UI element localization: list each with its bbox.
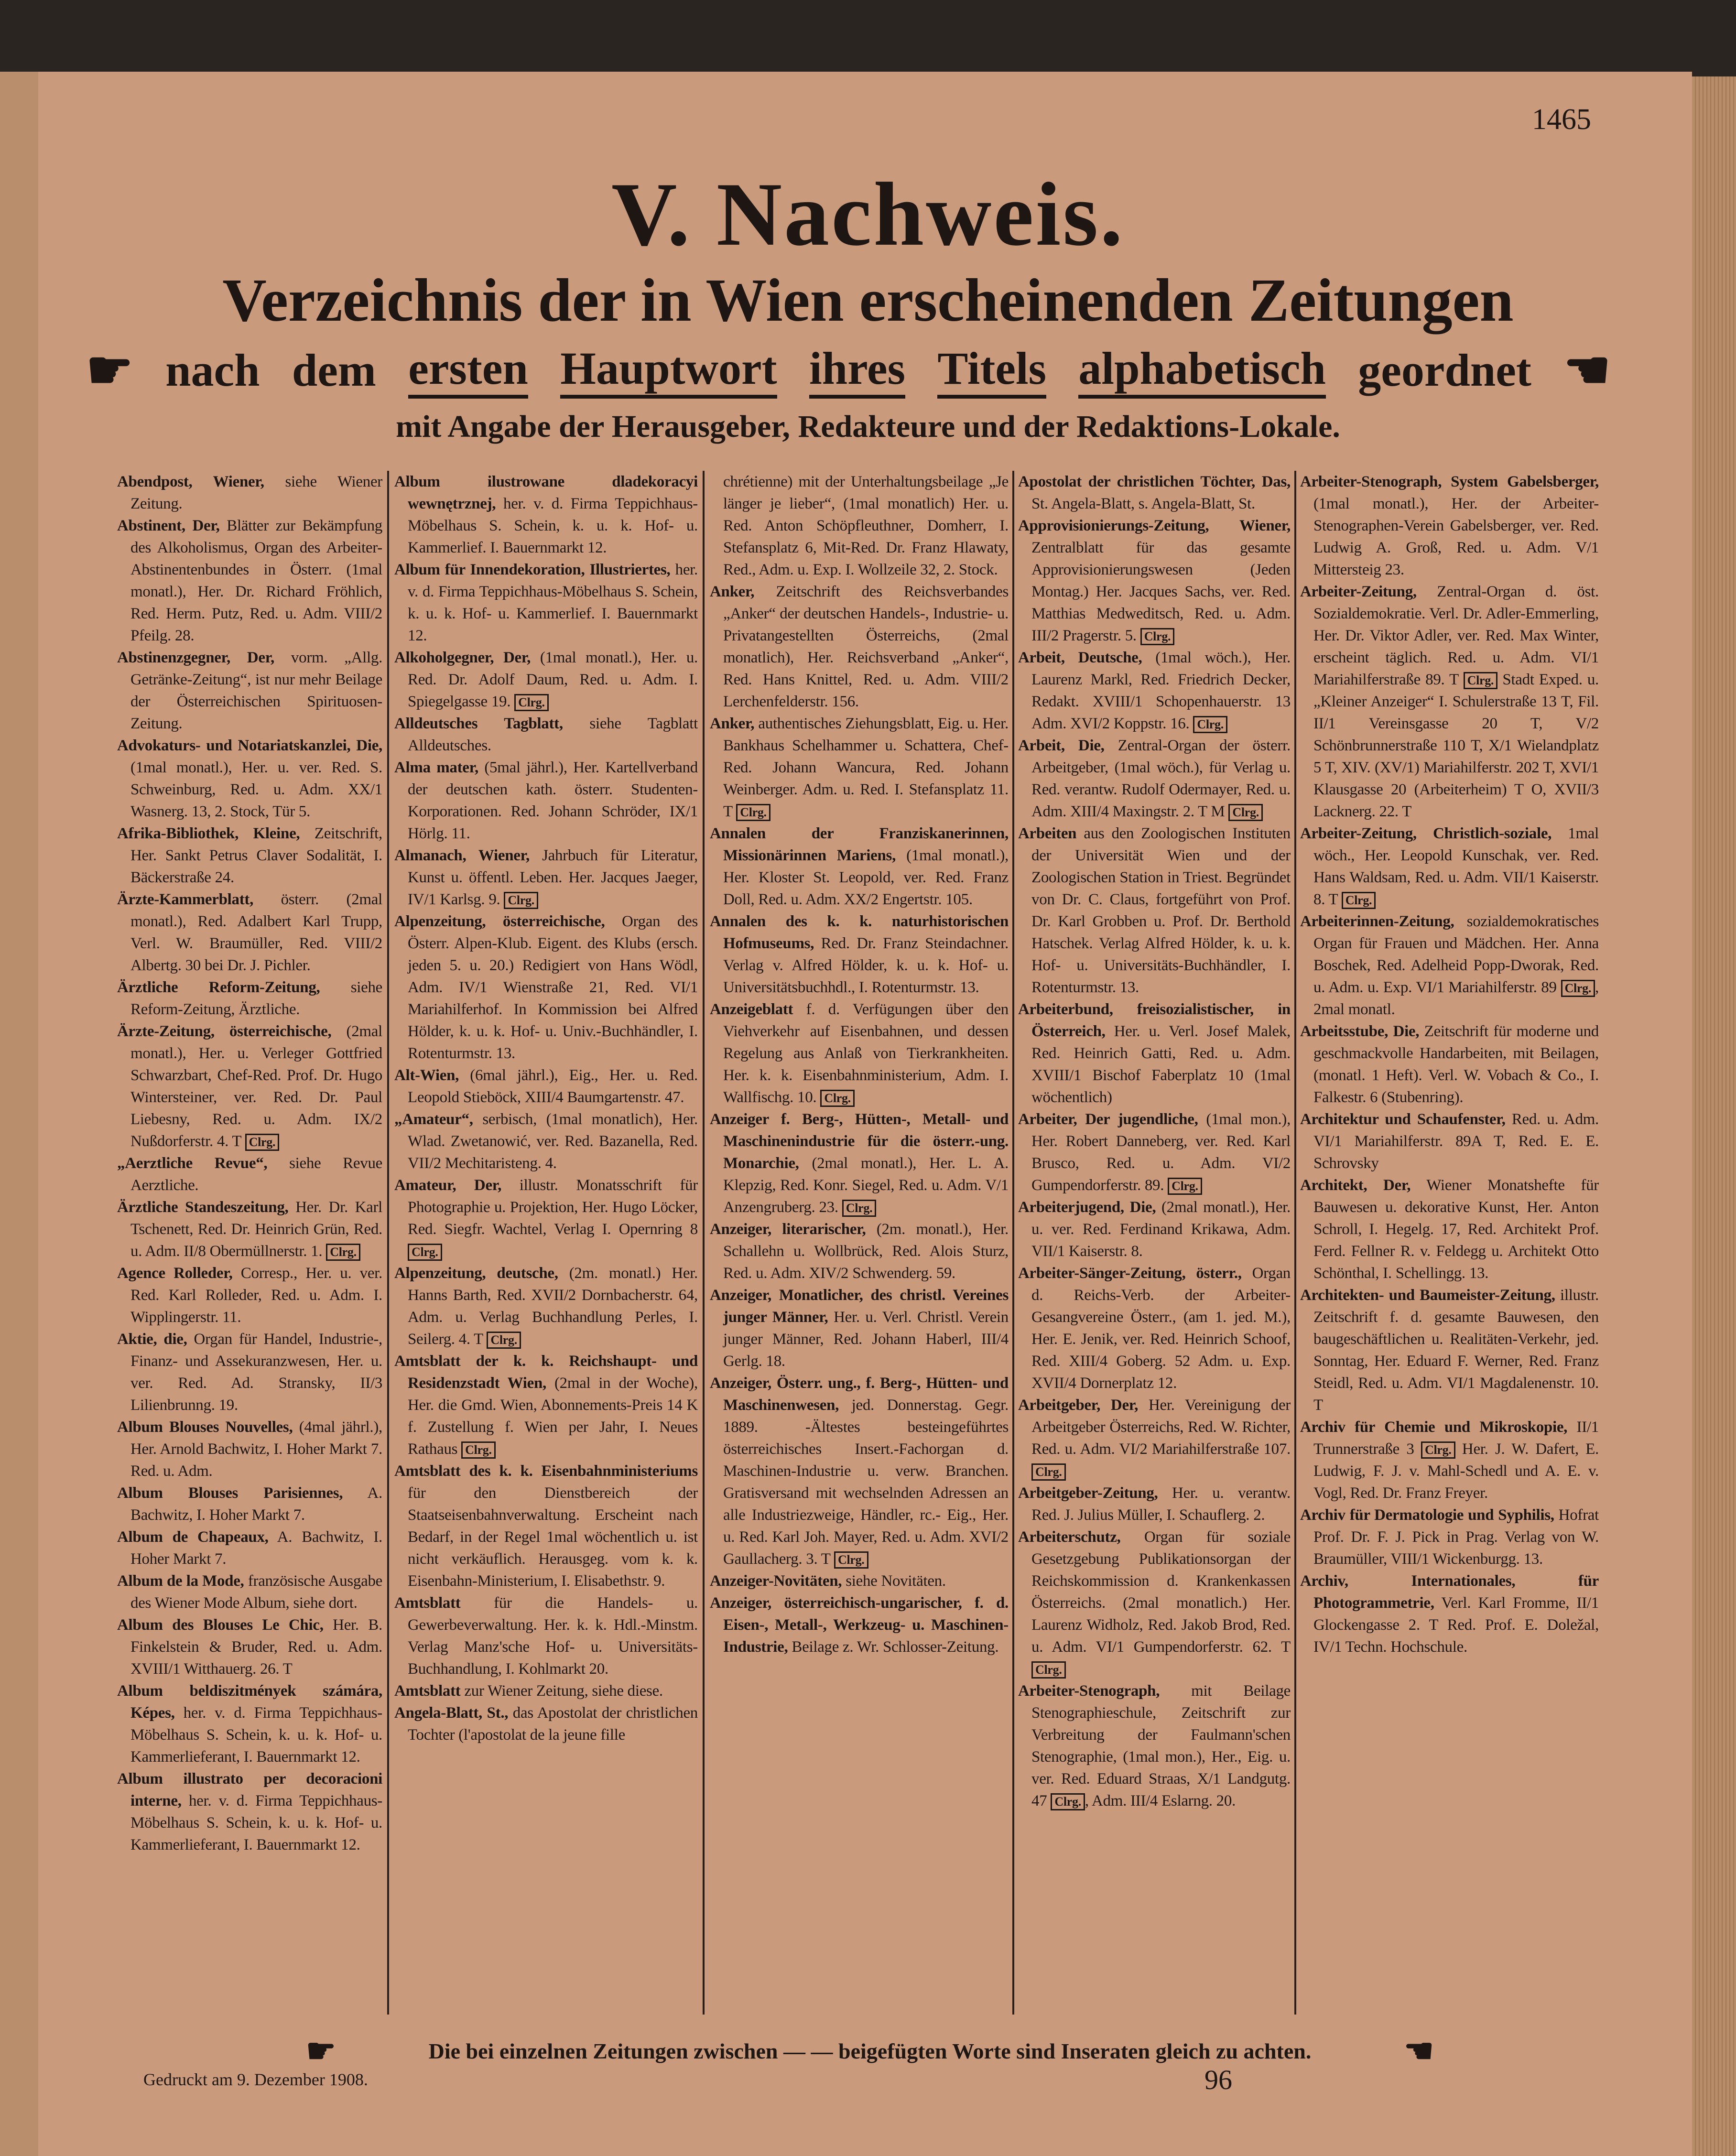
newspaper-entry (117, 823, 382, 888)
entry-text: (2mal in der Woche), Her. die Gmd. Wien, Abonnements-Preis 14 K f. Zustellung f. Wien per Jahr, I. Neues Rathaus (408, 1375, 698, 1458)
clearing-badge: Clrg. (487, 1332, 521, 1349)
entry-title: Abstinent, Der, (117, 517, 220, 534)
entry-text: siehe Tagblatt Alldeutsches. (408, 715, 698, 754)
entry-title: Alkoholgegner, Der, (394, 649, 531, 666)
newspaper-entry (710, 713, 1009, 823)
clearing-badge: Clrg. (1421, 1441, 1455, 1459)
column-4 (1018, 471, 1291, 1812)
entry-title: Album für Innendekoration, Illustriertes, (394, 561, 671, 578)
newspaper-entry (394, 1174, 698, 1262)
pointing-hand-right-icon: ☛ (306, 2033, 336, 2070)
newspaper-entry (1018, 647, 1291, 735)
entry-text: Organ des Österr. Alpen-Klub. Eigent. des Klubs (ersch. jeden 5. u. 20.) Redigiert von Hans Wödl, Adm. IV/1 Wienstraße 21, Red. VI/1 Mariahilferhof. In Kommission bei Alfred Hölder, k. u. k. Hof- u. Univ.-Buchhändler, I. Rotenturmstr. 13. (408, 913, 698, 1062)
entry-title: Album de la Mode, (117, 1572, 244, 1590)
newspaper-entry (710, 581, 1009, 713)
ordering-line (86, 339, 1611, 401)
newspaper-entry (1300, 910, 1599, 1020)
clearing-badge: Clrg. (820, 1090, 855, 1107)
entry-title: Arbeitsstube, Die, (1300, 1023, 1420, 1040)
entry-text: Her. u. Verl. Josef Malek, Red. Heinrich Gatti, Red. u. Adm. XVIII/1 Bischof Faberplatz 10 (1mal wöchentlich) (1031, 1023, 1291, 1106)
entry-text: zur Wiener Zeitung, siehe diese. (464, 1682, 663, 1700)
column-2 (394, 471, 698, 1746)
clearing-badge: Clrg. (245, 1134, 280, 1151)
newspaper-entry (710, 1372, 1009, 1570)
entry-text: Red. Dr. Franz Steindachner. Verlag v. Alfred Hölder, k. u. k. Hof- u. Universitätsbuchhdl., I. Rotenturmstr. 13. (723, 935, 1009, 996)
entry-title: Arbeit, Die, (1018, 737, 1105, 754)
section-title: V. Nachweis. (611, 164, 1125, 265)
entry-title: Album ilustrowane dladekoracyi wewnętrznej, (394, 473, 698, 512)
entry-title: Arbeiten (1018, 825, 1077, 842)
newspaper-entry (710, 1218, 1009, 1284)
ordering-word: geordnet (1358, 345, 1531, 396)
newspaper-entry (1300, 1108, 1599, 1174)
entry-text: Beilage z. Wr. Schlosser-Zeitung. (792, 1638, 999, 1656)
entry-title: Archiv für Chemie und Mikroskopie, (1300, 1419, 1568, 1436)
entry-text: illustr. Zeitschrift f. d. gesamte Bauwesen, den baugeschäftlichen u. Realitäten-Verkehr, jed. Sonntag, Her. Eduard F. Werner, Red. Franz Steidl, Red. u. Adm. VI/1 Magdalenenstr. 10. T (1313, 1287, 1599, 1414)
entry-text: (1mal monatl.), Her. u. ver. Red. S. Schweinburg, Red. u. Adm. XX/1 Wasnerg. 13, 2. Stock, Tür 5. (130, 759, 382, 820)
entry-text: Stadt Exped. u. „Kleiner Anzeiger“ I. Schulerstraße 13 T, Fil. II/1 Vereinsgasse 20 T, V/2 Schönbrunnerstraße 110 T, X/1 Wielandplatz 5 T, XIV. (XV/1) Mariahilferstr. 202 T, XVI/1 Klausgasse 20 (Arbeiterheim) T O, XVII/3 Lacknerg. 22. T (1313, 671, 1599, 820)
newspaper-entry (394, 647, 698, 713)
entry-text: (1mal monatl.), Her. der Arbeiter-Stenographen-Verein Gabelsberger, ver. Red. Ludwig A. Groß, Red. u. Adm. V/1 Mittersteig 23. (1313, 495, 1599, 578)
entry-title: Almanach, Wiener, (394, 847, 530, 864)
entry-text: 1mal wöch., Her. Leopold Kunschak, ver. Red. Hans Waldsam, Red. u. Adm. VII/1 Kaiserstr. 8. T (1313, 825, 1599, 908)
ordering-word: dem (292, 345, 376, 396)
printed-date: Gedruckt am 9. Dezember 1908. (143, 2070, 368, 2089)
newspaper-entry (117, 1614, 382, 1680)
newspaper-entry (394, 757, 698, 845)
entry-text: für den Dienstbereich der Staatseisenbahnverwaltung. Erscheint nach Bedarf, in der Regel 1mal wöchentlich u. ist nicht verkäuflich. Herausgeg. vom k. k. Eisenbahn-Ministerium, I. Elisabethstr. 9. (408, 1484, 698, 1590)
column-divider (387, 471, 389, 2015)
signature-number: 96 (1204, 2064, 1232, 2095)
entry-text: für die Handels- u. Gewerbeverwaltung. Her. k. k. Hdl.-Minstm. Verlag Manz'sche Hof- u. Universitäts-Buchhandlung, I. Kohlmarkt 20. (408, 1594, 698, 1678)
entry-text: A. Bachwitz, I. Hoher Markt 7. (130, 1484, 382, 1524)
entry-text: französische Ausgabe des Wiener Mode Album, siehe dort. (130, 1572, 382, 1612)
entry-text: sozialdemokratisches Organ für Frauen und Mädchen. Her. Anna Boschek, Red. Adelheid Popp-Dworak, Red. u. Adm. u. Exp. VI/1 Mariahilferstr. 89 (1313, 913, 1599, 996)
entry-text: Jahrbuch für Literatur, Kunst u. öffentl. Leben. Her. Jacques Jaeger, IV/1 Karlsg. 9. (408, 847, 698, 908)
entry-text: Zentral-Organ der österr. Arbeitgeber, (1mal wöch.), für Verlag u. Red. verantw. Rudolf Odermayer, Red. u. Adm. XIII/4 Maxingstr. 2. T M (1031, 737, 1291, 820)
entry-title: Album Blouses Parisiennes, (117, 1484, 343, 1502)
newspaper-entry (1018, 823, 1291, 998)
entry-title: Album de Chapeaux, (117, 1528, 269, 1546)
newspaper-entry (394, 713, 698, 757)
newspaper-entry (117, 647, 382, 735)
entry-title: Ärzte-Kammerblatt, (117, 891, 254, 908)
newspaper-entry (394, 1262, 698, 1350)
entry-text: siehe Revue Aerztliche. (130, 1155, 383, 1194)
newspaper-entry (1300, 1504, 1599, 1570)
entry-text: siehe Wiener Zeitung. (130, 473, 382, 512)
entry-title: Arbeitgeber, Der, (1018, 1397, 1139, 1414)
newspaper-entry (117, 1416, 382, 1482)
column-divider (1294, 471, 1296, 2015)
entry-text: Wiener Monatshefte für Bauwesen u. dekorative Kunst, Her. Anton Schroll, I. Hegelg. 17, Red. Architekt Prof. Ferd. Fellner R. v. Feldegg u. Architekt Otto Schönthal, I. Schellingg. 13. (1313, 1177, 1599, 1282)
newspaper-entry (394, 1592, 698, 1680)
entry-text: , 2mal monatl. (1313, 979, 1599, 1018)
entry-text: (4mal jährl.), Her. Arnold Bachwitz, I. Hoher Markt 7. Red. u. Adm. (130, 1419, 382, 1480)
clearing-badge: Clrg. (736, 804, 770, 821)
entry-title: Anker, (710, 583, 755, 600)
clearing-badge: Clrg. (1561, 980, 1595, 997)
newspaper-entry (117, 1570, 382, 1614)
entry-title: „Aerztliche Revue“, (117, 1155, 268, 1172)
newspaper-entry (394, 910, 698, 1064)
newspaper-entry (1018, 735, 1291, 823)
entry-text: (2mal monatl.), Her. L. A. Klepzig, Red. Konr. Siegel, Red. u. Adm. V/1 Anzengruberg. 23. (723, 1155, 1009, 1216)
entry-title: Amtsblatt (394, 1594, 461, 1612)
entry-title: Arbeiter-Stenograph, (1018, 1682, 1160, 1700)
entry-text: (2mal monatl.), Her. u. Verleger Gottfried Schwarzbart, Chef-Red. Prof. Dr. Hugo Wintersteiner, ver. Red. Dr. Paul Liebesny, Red. u. Adm. IX/2 Nußdorferstr. 4. T (130, 1023, 382, 1150)
newspaper-entry (710, 1108, 1009, 1218)
ordering-word: ihres (809, 342, 905, 399)
entry-text: her. v. d. Firma Teppichhaus-Möbelhaus S. Schein, k. u. k. Hof- u. Kammerlief. I. Bauernmarkt 12. (408, 495, 698, 556)
entry-title: Anzeiger f. Berg-, Hütten-, Metall- und Maschinenindustrie für die österr.-ung. Monarchie, (710, 1111, 1009, 1172)
entry-text: (1mal mon.), Her. Robert Danneberg, ver. Red. Karl Brusco, Red. u. Adm. VI/2 Gumpendorferstr. 89. (1031, 1111, 1291, 1194)
entry-title: Architekten- und Baumeister-Zeitung, (1300, 1287, 1555, 1304)
newspaper-entry (710, 1284, 1009, 1372)
newspaper-entry (394, 1350, 698, 1460)
entry-title: Arbeiter-Zeitung, Christlich-soziale, (1300, 825, 1552, 842)
column-divider (703, 471, 705, 2015)
newspaper-entry (117, 735, 382, 823)
clearing-badge: Clrg. (834, 1551, 868, 1569)
entry-text: (5mal jährl.), Her. Kartellverband der deutschen kath. österr. Studenten-Korporationen. Red. Johann Schröder, IX/1 Hörlg. 11. (408, 759, 698, 842)
newspaper-entry (1300, 1570, 1599, 1658)
entry-text: Organ für soziale Gesetzgebung Publikationsorgan der Reichskommission d. Krankenkassen Österreichs. (2mal monatlich.) Her. Laurenz Widholz, Red. Jakob Brod, Red. u. Adm. VI/1 Gumpendorferstr. 62. T (1031, 1528, 1291, 1656)
entry-text: vorm. „Allg. Getränke-Zeitung“, ist nur mehr Beilage der Österreichischen Spirituosen-Zeitung. (130, 649, 383, 732)
entry-text: Corresp., Her. u. ver. Red. Karl Rolleder, Red. u. Adm. I. Wipplingerstr. 11. (130, 1265, 383, 1326)
entry-title: Album illustrato per decoracioni interne, (117, 1770, 382, 1809)
entry-title: Anzeiger, Österr. ung., f. Berg-, Hütten- und Maschinenwesen, (710, 1375, 1009, 1414)
entry-title: Afrika-Bibliothek, Kleine, (117, 825, 300, 842)
entry-text: (2m. monatl.), Her. Schallehn u. Wollbrück, Red. Alois Sturz, Red. u. Adm. XIV/2 Schwenderg. 59. (723, 1221, 1009, 1282)
clearing-badge: Clrg. (1342, 892, 1376, 909)
entry-title: Ärztliche Reform-Zeitung, (117, 979, 320, 996)
entry-title: Album des Blouses Le Chic, (117, 1616, 324, 1634)
entry-text: (1mal monatl.), Her. Kloster St. Leopold, ver. Red. Franz Doll, Red. u. Adm. XX/2 Engertstr. 105. (723, 847, 1009, 908)
entry-title: Album beldiszitmények számára, Képes, (117, 1682, 382, 1722)
entry-title: Alt-Wien, (394, 1067, 459, 1084)
entry-text: II/1 Trunnerstraße 3 (1313, 1419, 1599, 1458)
column-5 (1300, 471, 1599, 1658)
newspaper-entry (117, 1020, 382, 1152)
entry-title: Anzeiger-Novitäten, (710, 1572, 842, 1590)
entry-title: Approvisionierungs-Zeitung, Wiener, (1018, 517, 1291, 534)
newspaper-entry (710, 910, 1009, 998)
entry-title: Amtsblatt des k. k. Eisenbahnministeriums (394, 1463, 698, 1480)
newspaper-entry (1018, 515, 1291, 647)
pointing-hand-left-icon: ☚ (1404, 2033, 1434, 2070)
entry-title: Alpenzeitung, deutsche, (394, 1265, 558, 1282)
subheading: mit Angabe der Herausgeber, Redakteure und der Redaktions-Lokale. (396, 409, 1340, 444)
newspaper-entry (1018, 1394, 1291, 1482)
entry-title: Advokaturs- und Notariatskanzlei, Die, (117, 737, 382, 754)
pointing-hand-right-icon: ☛ (86, 341, 133, 400)
clearing-badge: Clrg. (1464, 672, 1498, 689)
entry-title: Annalen der Franziskanerinnen, Missionärinnen Mariens, (710, 825, 1009, 864)
entry-title: Angela-Blatt, St., (394, 1704, 509, 1722)
newspaper-entry (394, 845, 698, 910)
entry-title: Anzeigeblatt (710, 1001, 793, 1018)
entry-text: das Apostolat der christlichen Tochter (l'apostolat de la jeune fille (408, 1704, 698, 1744)
newspaper-entry (394, 559, 698, 647)
newspaper-entry (1018, 1108, 1291, 1196)
newspaper-entry (394, 471, 698, 559)
newspaper-entry (710, 1570, 1009, 1592)
newspaper-entry (117, 1152, 382, 1196)
newspaper-entry (117, 1262, 382, 1328)
entry-title: Abendpost, Wiener, (117, 473, 264, 490)
footer-note (306, 2031, 1434, 2071)
entry-text: , Adm. III/4 Eslarng. 20. (1085, 1792, 1236, 1809)
entry-text: siehe Novitäten. (846, 1572, 946, 1590)
ordering-word: Titels (937, 342, 1046, 399)
entry-text: österr. (2mal monatl.), Red. Adalbert Karl Trupp, Verl. W. Braumüller, Red. VIII/2 Albertg. 30 bei Dr. J. Pichler. (130, 891, 383, 974)
entry-title: Album Blouses Nouvelles, (117, 1419, 293, 1436)
entry-text: aus den Zoologischen Instituten der Universität Wien und der Zoologischen Station in Triest. Begründet von Dr. C. Claus, fortgeführt von Prof. Dr. Karl Grobben u. Prof. Dr. Berthold Hatschek. Verlag Alfred Hölder, k. u. k. Hof- u. Universitäts-Buchhändler, I. Rotenturmstr. 13. (1031, 825, 1291, 996)
newspaper-entry (710, 471, 1009, 581)
ordering-word: nach (165, 345, 260, 396)
newspaper-entry (394, 1460, 698, 1592)
entry-text: Her. u. verantw. Red. J. Julius Müller, I. Schauflerg. 2. (1031, 1484, 1291, 1524)
newspaper-entry (117, 515, 382, 647)
newspaper-entry (1018, 1680, 1291, 1812)
entry-text: Red. u. Adm. VI/1 Mariahilferstr. 89A T, Red. E. E. Schrovsky (1313, 1111, 1599, 1172)
entry-text: Zeitschrift für moderne und geschmackvolle Handarbeiten, mit Beilagen, (monatl. 1 Heft). Verl. W. Vobach & Co., I. Falkestr. 6 (Stubenring). (1313, 1023, 1599, 1106)
entry-title: Arbeiter-Zeitung, (1300, 583, 1417, 600)
entry-title: Arbeiterinnen-Zeitung, (1300, 913, 1454, 930)
newspaper-entry (117, 1768, 382, 1856)
entry-title: Arbeiterbund, freisozialistischer, in Österreich, (1018, 1001, 1291, 1040)
footer-note-text: Die bei einzelnen Zeitungen zwischen — — beigefügten Worte sind Inseraten gleich zu achten. (428, 2039, 1312, 2063)
clearing-badge: Clrg. (1228, 804, 1263, 821)
newspaper-entry (394, 1108, 698, 1174)
entry-text: Her. B. Finkelstein & Bruder, Red. u. Adm. XVIII/1 Witthauerg. 26. T (130, 1616, 383, 1678)
page-edges (1692, 76, 1736, 2156)
entry-title: Archiv, Internationales, für Photogrammetrie, (1300, 1572, 1599, 1612)
entry-title: Archiv für Dermatologie und Syphilis, (1300, 1506, 1554, 1524)
entry-title: Anzeiger, Monatlicher, des christl. Vereines junger Männer, (710, 1287, 1009, 1326)
clearing-badge: Clrg. (1193, 716, 1227, 733)
newspaper-entry (710, 1592, 1009, 1658)
clearing-badge: Clrg. (461, 1441, 496, 1459)
entry-title: Alpenzeitung, österreichische, (394, 913, 605, 930)
entry-text: Her. u. Verl. Christl. Verein junger Männer, Red. Johann Haberl, III/4 Gerlg. 18. (723, 1309, 1009, 1370)
newspaper-entry (1018, 1196, 1291, 1262)
entry-title: Anzeiger, literarischer, (710, 1221, 866, 1238)
newspaper-entry (117, 1680, 382, 1768)
entry-text: Zentralblatt für das gesamte Approvisionierungswesen (Jeden Montag.) Her. Jacques Sachs, ver. Red. Matthias Medweditsch, Red. u. Adm. III/2 Pragerstr. 5. (1031, 539, 1291, 644)
entry-title: Ärzte-Zeitung, österreichische, (117, 1023, 332, 1040)
entry-text: her. v. d. Firma Teppichhaus-Möbelhaus S. Schein, k. u. k. Hof- u. Kammerlieferant, I. Bauernmarkt 12. (130, 1792, 382, 1853)
entry-title: Arbeiterschutz, (1018, 1528, 1121, 1546)
entry-title: Arbeiterjugend, Die, (1018, 1199, 1156, 1216)
entry-title: Arbeiter, Der jugendliche, (1018, 1111, 1198, 1128)
entry-text: Zeitschrift, Her. Sankt Petrus Claver Sodalität, I. Bäckerstraße 24. (130, 825, 383, 886)
column-1 (117, 471, 382, 1856)
page-number: 1465 (1532, 103, 1591, 136)
clearing-badge: Clrg. (1140, 628, 1175, 645)
newspaper-entry (117, 1526, 382, 1570)
entry-title: Arbeiter-Stenograph, System Gabelsberger, (1300, 473, 1599, 490)
newspaper-entry (394, 1064, 698, 1108)
entry-text: Zentral-Organ d. öst. Sozialdemokratie. Verl. Dr. Adler-Emmerling, Her. Dr. Viktor Adler, ver. Red. Max Winter, erscheint täglich. Red. u. Adm. VI/1 Mariahilferstraße 89. T (1313, 583, 1599, 688)
newspaper-entry (1300, 1416, 1599, 1504)
ordering-word: ersten (408, 342, 528, 399)
newspaper-entry (117, 1196, 382, 1262)
entry-title: Ärztliche Standeszeitung, (117, 1199, 289, 1216)
pointing-hand-left-icon: ☚ (1563, 341, 1611, 400)
entry-text: siehe Reform-Zeitung, Ärztliche. (130, 979, 383, 1018)
entry-text: A. Bachwitz, I. Hoher Markt 7. (130, 1528, 382, 1568)
entry-text: Her. Dr. Karl Tschenett, Red. Dr. Heinrich Grün, Red. u. Adm. II/8 Obermüllnerstr. 1. (130, 1199, 383, 1260)
entry-text: (2mal monatl.), Her. u. ver. Red. Ferdinand Krikawa, Adm. VII/1 Kaiserstr. 8. (1031, 1199, 1291, 1260)
clearing-badge: Clrg. (1051, 1793, 1085, 1810)
newspaper-entry (1018, 1262, 1291, 1394)
clearing-badge: Clrg. (504, 892, 538, 909)
entry-text: Her. Vereinigung der Arbeitgeber Österreichs, Red. W. Richter, Red. u. Adm. VI/2 Mariahilferstraße 107. (1031, 1397, 1291, 1458)
entry-text: Verl. Karl Fromme, II/1 Glockengasse 2. T Red. Prof. E. Doležal, IV/1 Techn. Hochschule. (1313, 1594, 1599, 1656)
clearing-badge: Clrg. (1168, 1178, 1202, 1195)
entry-text: Hofrat Prof. Dr. F. J. Pick in Prag. Verlag von W. Braumüller, VIII/1 Wickenburgg. 13. (1313, 1506, 1599, 1568)
newspaper-entry (1018, 1482, 1291, 1526)
entry-title: Arbeitgeber-Zeitung, (1018, 1484, 1158, 1502)
entry-text: St. Angela-Blatt, s. Angela-Blatt, St. (1031, 495, 1255, 512)
ordering-word: Hauptwort (560, 342, 777, 399)
clearing-badge: Clrg. (842, 1200, 877, 1217)
entry-title: Alldeutsches Tagblatt, (394, 715, 563, 732)
section-subtitle: Verzeichnis der in Wien erscheinenden Zeitungen (222, 266, 1514, 334)
clearing-badge: Clrg. (514, 694, 549, 711)
newspaper-entry (710, 998, 1009, 1108)
entry-text: Blätter zur Bekämpfung des Alkoholismus, Organ des Arbeiter-Abstinentenbundes in Österr. (1mal monatl.), Her. Dr. Richard Fröhlich, Red. Herm. Putz, Red. u. Adm. VIII/2 Pfeilg. 28. (130, 517, 382, 644)
newspaper-entry (117, 471, 382, 515)
entry-title: Anzeiger, österreichisch-ungarischer, f. d. Eisen-, Metall-, Werkzeug- u. Maschinen-Industrie, (710, 1594, 1009, 1656)
entry-title: Architektur und Schaufenster, (1300, 1111, 1506, 1128)
newspaper-entry (117, 888, 382, 976)
clearing-badge: Clrg. (326, 1244, 360, 1261)
entry-text: (1mal monatl.), Her. u. Red. Dr. Adolf Daum, Red. u. Adm. I. Spiegelgasse 19. (408, 649, 698, 710)
entry-title: Alma mater, (394, 759, 478, 776)
entry-text: Organ d. Reichs-Verb. der Arbeiter-Gesangvereine Österr., (am 1. jed. M.), Her. E. Jenik, ver. Red. Heinrich Schoof, Red. XIII/4 Goberg. 52 Adm. u. Exp. XVII/4 Dornerplatz 12. (1031, 1265, 1291, 1392)
entry-title: Arbeiter-Sänger-Zeitung, österr., (1018, 1265, 1242, 1282)
newspaper-entry (1018, 998, 1291, 1108)
entry-title: „Amateur“, (394, 1111, 473, 1128)
entry-text: (2m. monatl.) Her. Hanns Barth, Red. XVII/2 Dornbacherstr. 64, Adm. u. Verlag Buchhandlung Perles, I. Seilerg. 4. T (408, 1265, 698, 1348)
column-divider (1012, 471, 1014, 2015)
entry-title: Abstinenzgegner, Der, (117, 649, 274, 666)
newspaper-entry (117, 1328, 382, 1416)
newspaper-entry (394, 1702, 698, 1746)
entry-title: Amtsblatt (394, 1682, 461, 1700)
newspaper-entry (1018, 471, 1291, 515)
ordering-word: alphabetisch (1078, 342, 1325, 399)
clearing-badge: Clrg. (1031, 1463, 1066, 1481)
newspaper-entry (1300, 823, 1599, 910)
newspaper-entry (1300, 1284, 1599, 1416)
newspaper-entry (1300, 1020, 1599, 1108)
newspaper-entry (1018, 1526, 1291, 1680)
newspaper-entry (1300, 471, 1599, 581)
clearing-badge: Clrg. (408, 1244, 442, 1261)
entry-title: Anker, (710, 715, 755, 732)
entry-text: (6mal jährl.), Eig., Her. u. Red. Leopold Stieböck, XIII/4 Baumgartenstr. 47. (408, 1067, 698, 1106)
newspaper-entry (117, 976, 382, 1020)
entry-text: her. v. d. Firma Teppichhaus-Möbelhaus S. Schein, k. u. k. Hof- u. Kammerlieferant, I. Bauernmarkt 12. (130, 1704, 383, 1766)
entry-text: chrétienne) mit der Unterhaltungsbeilage „Je länger je lieber“, (1mal monatlich) Her. u. Red. Anton Schöpfleuthner, Domherr, I. Stefansplatz 6, Mit-Red. Dr. Franz Hlawaty, Red., Adm. u. Exp. I. Wollzeile 32, 2. Stock. (723, 473, 1009, 578)
entry-text: her. v. d. Firma Teppichhaus-Möbelhaus S. Schein, k. u. k. Hof- u. Kammerlief. I. Bauernmarkt 12. (408, 561, 698, 644)
newspaper-entry (117, 1482, 382, 1526)
entry-text: serbisch, (1mal monatlich), Her. Wlad. Zwetanowić, ver. Red. Bazanella, Red. VII/2 Mechitaristeng. 4. (408, 1111, 698, 1172)
entry-title: Agence Rolleder, (117, 1265, 233, 1282)
entry-title: Architekt, Der, (1300, 1177, 1411, 1194)
book-gutter (0, 72, 38, 2156)
entry-text: Zeitschrift des Reichsverbandes „Anker“ der deutschen Handels-, Industrie- u. Privatangestellten Österreichs, (2mal monatlich), Her. Reichsverband „Anker“, Red. Hans Knittel, Red. u. Adm. VIII/2 Lerchenfelderstr. 156. (723, 583, 1009, 710)
entry-text: jed. Donnerstag. Gegr. 1889. -Ältestes besteingeführtes österreichisches Insert.-Fachorgan d. Maschinen-Industrie u. verw. Branchen. Gratisversand mit wechselnden Adressen an alle Industriezweige, Händler, rc.- Eig., Her. u. Red. Karl Joh. Mayer, Red. u. Adm. XVI/2 Gaullacherg. 3. T (723, 1397, 1009, 1568)
entry-text: Her. J. W. Dafert, E. Ludwig, F. J. v. Mahl-Schedl und A. E. v. Vogl, Red. Dr. Franz Freyer. (1313, 1441, 1599, 1502)
entry-title: Annalen des k. k. naturhistorischen Hofmuseums, (710, 913, 1009, 952)
entry-text: (1mal wöch.), Her. Laurenz Markl, Red. Friedrich Decker, Redakt. XVIII/1 Schopenhauerstr. 13 Adm. XVI/2 Koppstr. 16. (1031, 649, 1291, 732)
newspaper-entry (1300, 1174, 1599, 1284)
newspaper-entry (394, 1680, 698, 1702)
clearing-badge: Clrg. (1031, 1661, 1066, 1679)
entry-title: Arbeit, Deutsche, (1018, 649, 1142, 666)
entry-title: Amtsblatt der k. k. Reichshaupt- und Residenzstadt Wien, (394, 1353, 698, 1392)
entry-text: illustr. Monatsschrift für Photographie u. Projektion, Her. Hugo Löcker, Red. Siegfr. Wachtel, Verlag I. Opernring 8 (408, 1177, 698, 1238)
entry-title: Apostolat der christlichen Töchter, Das, (1018, 473, 1291, 490)
newspaper-entry (1300, 581, 1599, 823)
newspaper-entry (710, 823, 1009, 910)
column-3 (710, 471, 1009, 1658)
entry-text: mit Beilage Stenographieschule, Zeitschrift zur Verbreitung der Faulmann'schen Stenographie, (1mal mon.), Her., Eig. u. ver. Red. Eduard Straas, X/1 Landgutg. 47 (1031, 1682, 1291, 1809)
entry-title: Amateur, Der, (394, 1177, 502, 1194)
entry-text: Organ für Handel, Industrie-, Finanz- und Assekuranzwesen, Her. u. ver. Red. Ad. Stransky, II/3 Lilienbrunng. 19. (130, 1331, 382, 1414)
entry-title: Aktie, die, (117, 1331, 187, 1348)
entry-text: f. d. Verfügungen über den Viehverkehr auf Eisenbahnen, und dessen Regelung aus Anlaß von Tierkrankheiten. Her. k. k. Eisenbahnministerium, Adm. I. Wallfischg. 10. (723, 1001, 1009, 1106)
entry-text: authentisches Ziehungsblatt, Eig. u. Her. Bankhaus Schelhammer u. Schattera, Chef-Red. Johann Wancura, Red. Johann Weinberger. Adm. u. Red. I. Stefansplatz 11. T (723, 715, 1009, 820)
